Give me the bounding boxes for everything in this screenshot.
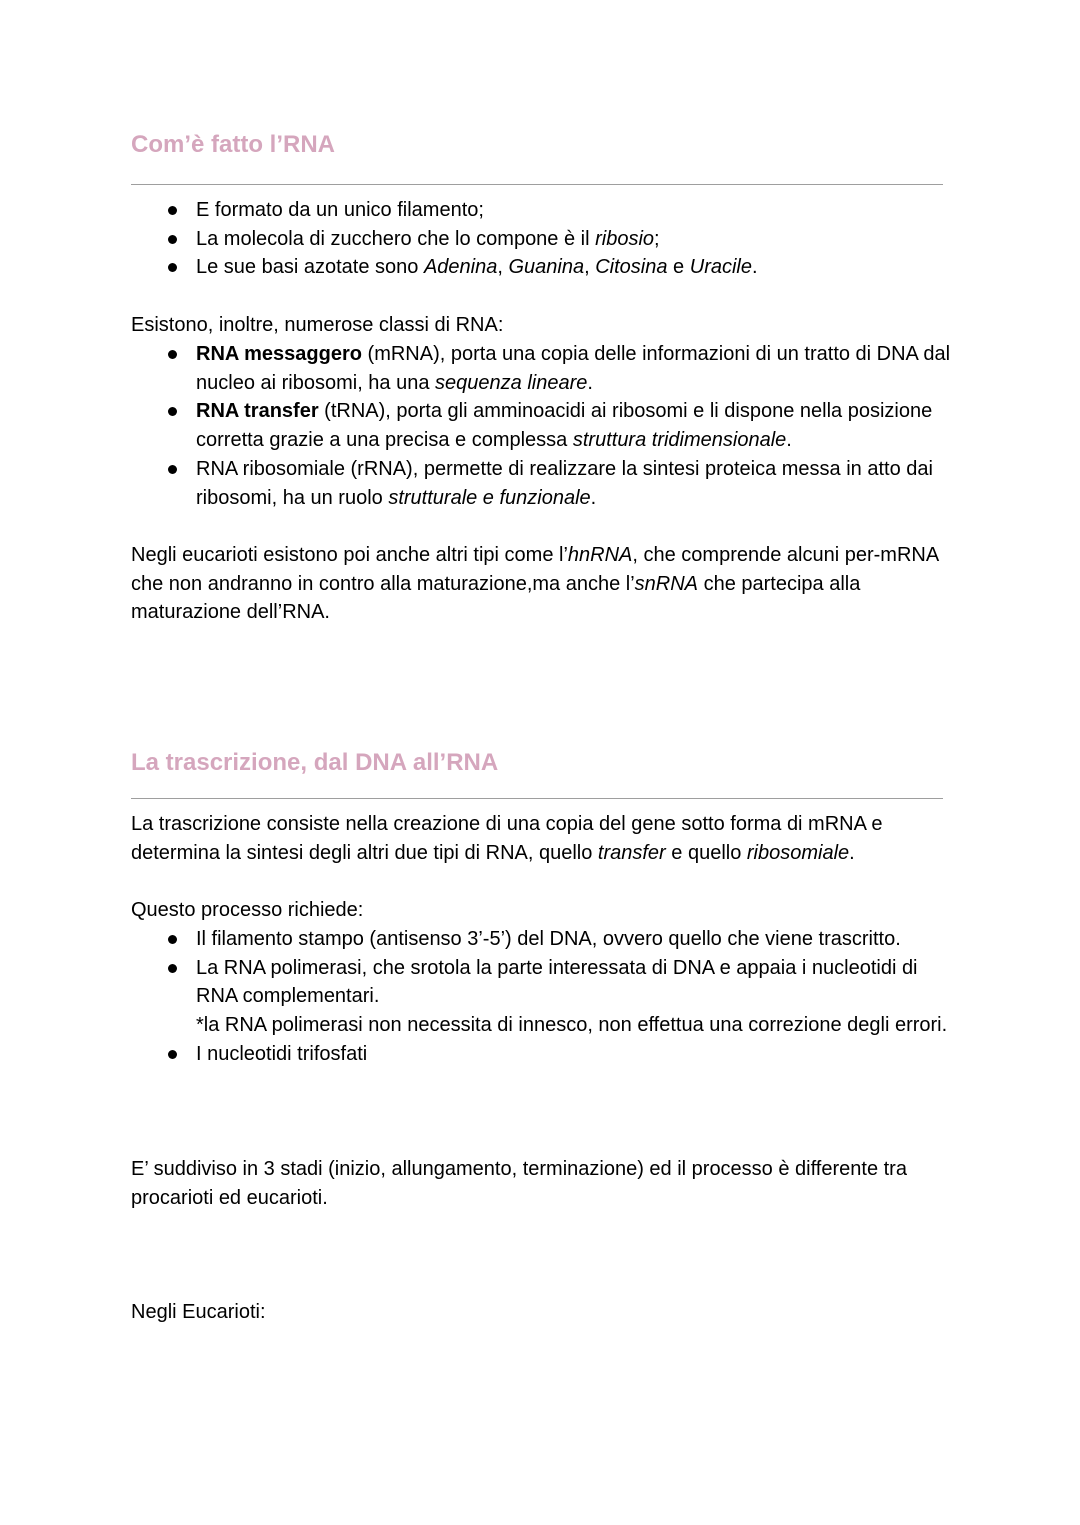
- italic-term: struttura tridimensionale: [572, 429, 787, 452]
- stages-paragraph: E’ suddiviso in 3 stadi (inizio, allungamento, terminazione) ed il processo è differente tra procarioti ed eucarioti.: [131, 1158, 907, 1209]
- text-segment: (tRNA), porta gli amminoacidi ai ribosomi e li dispone nella posizione corretta grazie a una precisa e complessa: [196, 400, 933, 452]
- eukaryotes-label: Negli Eucarioti:: [131, 1301, 266, 1323]
- rna-structure-list: [131, 196, 951, 282]
- text-segment: che partecipa alla maturazione dell’RNA.: [131, 572, 861, 624]
- bold-term: RNA messaggero: [196, 343, 362, 365]
- list-item-mrna: [131, 340, 951, 397]
- italic-term: snRNA: [634, 572, 699, 595]
- text-segment: , che comprende alcuni per-mRNA che non andranno in contro alla maturazione,ma anche l’: [131, 544, 939, 595]
- text-segment: .: [752, 256, 758, 279]
- requirement-text: La RNA polimerasi, che srotola la parte interessata di DNA e appaia i nucleotidi di RNA complementari.: [196, 956, 918, 1008]
- list-item-trna: [131, 397, 951, 454]
- bold-term: RNA transfer: [196, 400, 319, 423]
- italic-term: transfer: [597, 841, 666, 864]
- requirement-text: Il filamento stampo (antisenso 3’-5’) del DNA, ovvero quello che viene trascritto.: [196, 928, 901, 950]
- section-title-transcription: La trascrizione, dal DNA all’RNA: [131, 749, 499, 776]
- requirements-intro: Questo processo richiede:: [131, 899, 364, 921]
- text-segment: Le sue basi azotate sono: [196, 256, 424, 279]
- text-segment: ;: [654, 227, 660, 250]
- rna-classes-intro: Esistono, inoltre, numerose classi di RNA:: [131, 314, 504, 336]
- italic-term: Guanina: [508, 256, 585, 279]
- rna-classes-list: [131, 340, 951, 512]
- section-title-rna-structure: Com’è fatto l’RNA: [131, 131, 335, 158]
- text-segment: La molecola di zucchero che lo compone è il: [196, 227, 596, 250]
- list-item: [131, 253, 951, 282]
- italic-term: Citosina: [595, 256, 668, 279]
- section-divider: [131, 798, 943, 799]
- text-segment: .: [590, 486, 597, 509]
- text-segment: RNA ribosomiale (rRNA), permette di realizzare la sintesi proteica messa in atto dai ribosomi, ha un ruolo: [196, 457, 933, 509]
- text-segment: La trascrizione consiste nella creazione di una copia del gene sotto forma di mRNA e determina la sintesi degli altri due tipi di RNA, quello: [131, 813, 883, 864]
- list-item-rrna: [131, 455, 951, 512]
- text-segment: e: [667, 256, 690, 279]
- text-segment: .: [849, 841, 855, 864]
- italic-term: Uracile: [689, 256, 752, 279]
- section-divider: [131, 184, 943, 185]
- italic-term: sequenza lineare: [435, 371, 588, 394]
- eukaryotes-paragraph: [131, 541, 951, 627]
- italic-term: ribosio: [595, 227, 655, 250]
- italic-term: ribosomiale: [746, 841, 850, 864]
- list-item: [131, 196, 951, 225]
- text-segment: (mRNA), porta una copia delle informazioni di un tratto di DNA dal nucleo ai ribosomi, ha una: [196, 343, 951, 394]
- text-segment: E formato da un unico filamento;: [196, 199, 484, 221]
- text-segment: e quello: [665, 841, 747, 864]
- list-item: [131, 225, 951, 254]
- italic-term: Adenina: [423, 256, 498, 279]
- requirement-note: *la RNA polimerasi non necessita di innesco, non effettua una correzione degli errori.: [196, 1014, 948, 1037]
- text-segment: ,: [584, 256, 596, 279]
- list-item-template-strand: [131, 925, 951, 954]
- text-segment: ,: [497, 256, 509, 279]
- list-item-nucleotides: [131, 1040, 951, 1069]
- requirement-text: I nucleotidi trifosfati: [196, 1042, 368, 1065]
- italic-term: strutturale e funzionale: [388, 486, 591, 509]
- requirements-list: [131, 925, 951, 1069]
- text-segment: Negli eucarioti esistono poi anche altri tipi come l’: [131, 544, 568, 566]
- italic-term: hnRNA: [567, 544, 633, 566]
- text-segment: .: [786, 429, 792, 452]
- text-segment: .: [587, 371, 593, 394]
- transcription-intro: [131, 810, 951, 867]
- list-item-rna-polymerase: [131, 954, 951, 1040]
